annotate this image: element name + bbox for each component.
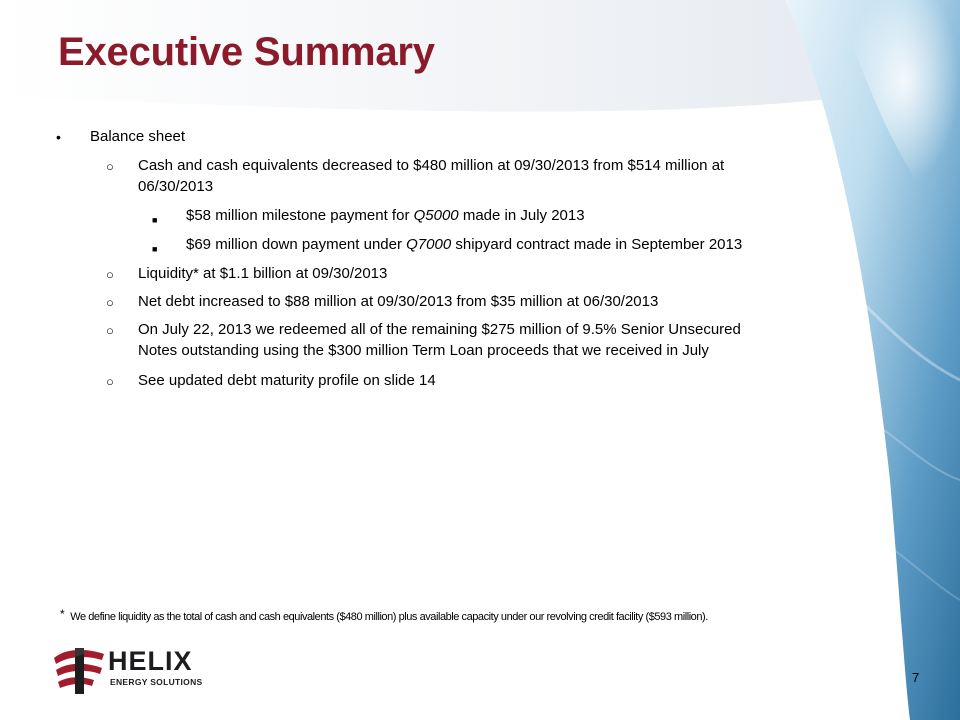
list-item-bullet: ○ <box>106 267 114 282</box>
page-number: 7 <box>912 670 920 685</box>
logo-tagline: ENERGY SOLUTIONS <box>110 677 203 687</box>
company-logo <box>52 644 212 696</box>
list-item-text: On July 22, 2013 we redeemed all of the remaining $275 million of 9.5% Senior Unsecured <box>138 321 741 338</box>
sub-item-text: $58 million milestone payment for Q5000 made in July 2013 <box>186 207 585 224</box>
list-item-bullet: ○ <box>106 323 114 338</box>
level1-label: Balance sheet <box>90 128 186 145</box>
helix-emblem-icon <box>52 644 108 696</box>
footnote <box>60 607 900 623</box>
footnote-marker: * <box>60 607 65 621</box>
list-item-bullet: ○ <box>106 159 114 174</box>
sub-item-text: $69 million down payment under Q7000 shipyard contract made in September 2013 <box>186 236 743 253</box>
list-item-text: Net debt increased to $88 million at 09/30/2013 from $35 million at 06/30/2013 <box>138 293 659 310</box>
list-item-text: Liquidity* at $1.1 billion at 09/30/2013 <box>138 265 388 282</box>
footnote-text: We define liquidity as the total of cash and cash equivalents ($480 million) plus available capacity under our revolving credit facility ($593 million). <box>70 611 708 623</box>
list-item-text: See updated debt maturity profile on slide 14 <box>138 372 436 389</box>
sub-item-bullet: ■ <box>152 215 158 225</box>
logo-wordmark: HELIX <box>108 646 193 676</box>
list-item-text-continued: 06/30/2013 <box>138 178 214 195</box>
list-item-bullet: ○ <box>106 374 114 389</box>
list-item-text: Cash and cash equivalents decreased to $480 million at 09/30/2013 from $514 million at <box>138 157 725 174</box>
list-item-bullet: ○ <box>106 295 114 310</box>
sub-item-bullet: ■ <box>152 244 158 254</box>
list-item-text-continued: Notes outstanding using the $300 million Term Loan proceeds that we received in July <box>138 342 709 359</box>
level1-bullet: • <box>56 129 61 145</box>
slide-title: Executive Summary <box>58 30 435 74</box>
